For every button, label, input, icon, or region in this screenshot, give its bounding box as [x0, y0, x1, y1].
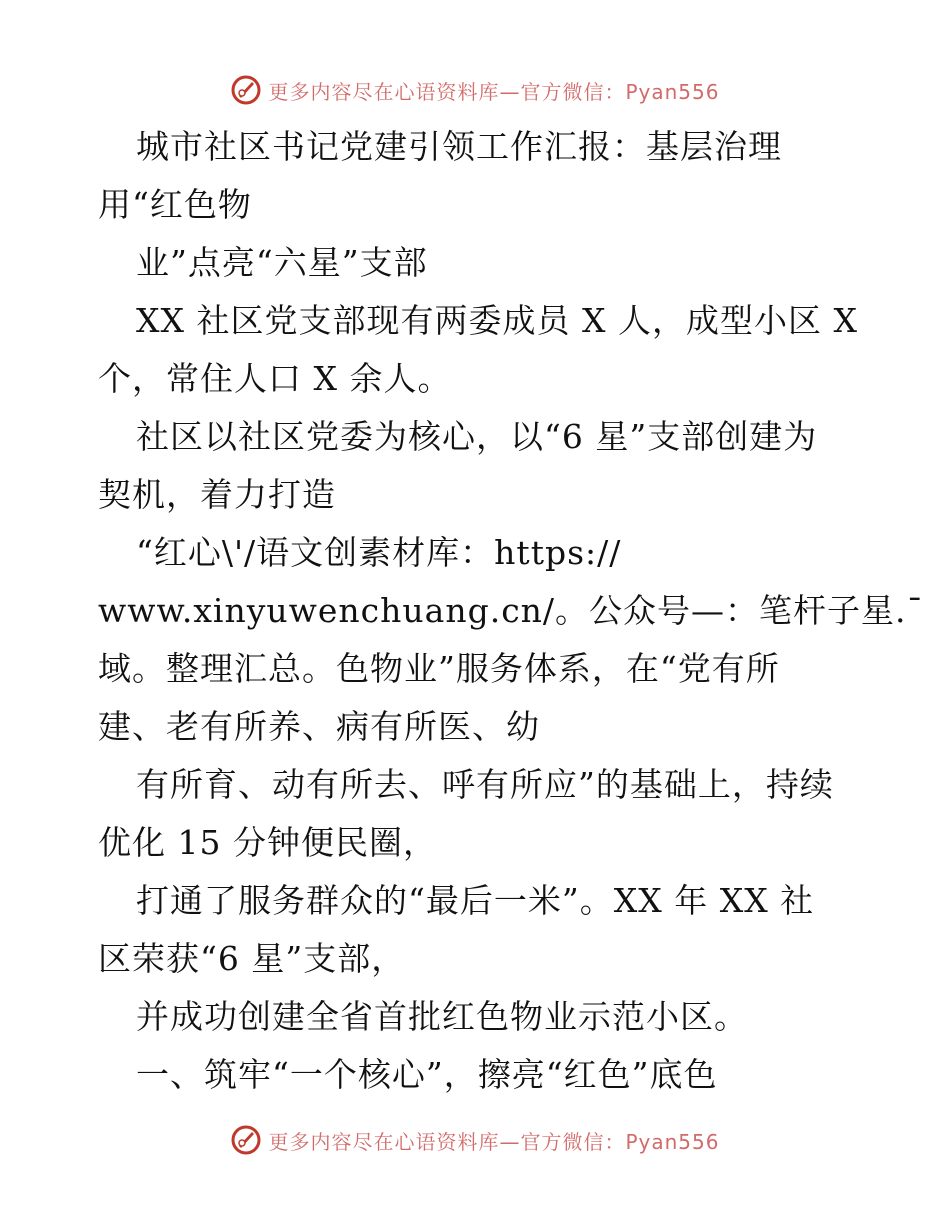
text-line: 用“红色物: [98, 185, 252, 224]
text-line: www.xinyuwenchuang.cn/。公众号—：笔杆子星.¯: [98, 591, 925, 630]
watermark-footer: [0, 1120, 950, 1160]
red-quill-seal-icon: [230, 1124, 262, 1156]
watermark-text: 更多内容尽在心语资料库—官方微信：Pyan556: [268, 79, 720, 104]
text-line: 一、筑牢“一个核心”，擦亮“红色”底色: [136, 1055, 718, 1094]
text-line: 业”点亮“六星”支部: [136, 243, 428, 282]
text-line: 个，常住人口 X 余人。: [98, 359, 452, 398]
text-line: 建、老有所养、病有所医、幼: [98, 707, 540, 746]
text-line: “红心\'/语文创素材库：https://: [136, 533, 622, 572]
text-line: XX 社区党支部现有两委成员 X 人，成型小区 X: [136, 301, 858, 340]
text-line: 社区以社区党委为核心，以“6 星”支部创建为: [136, 417, 818, 456]
watermark-header: [0, 70, 950, 110]
text-line: 城市社区书记党建引领工作汇报：基层治理: [136, 127, 782, 166]
text-line: 有所育、动有所去、呼有所应”的基础上，持续: [136, 765, 834, 804]
text-line: 打通了服务群众的“最后一米”。XX 年 XX 社: [136, 881, 815, 920]
watermark-text: 更多内容尽在心语资料库—官方微信：Pyan556: [268, 1129, 720, 1154]
red-quill-seal-icon: [230, 74, 262, 106]
text-line: 契机，着力打造: [98, 475, 336, 514]
document-body: [98, 118, 925, 1104]
text-line: 域。整理汇总。色物业”服务体系，在“党有所: [98, 649, 780, 688]
text-line: 区荣获“6 星”支部，: [98, 939, 406, 978]
text-line: 并成功创建全省首批红色物业示范小区。: [136, 997, 748, 1036]
text-line: 优化 15 分钟便民圈，: [98, 823, 437, 862]
